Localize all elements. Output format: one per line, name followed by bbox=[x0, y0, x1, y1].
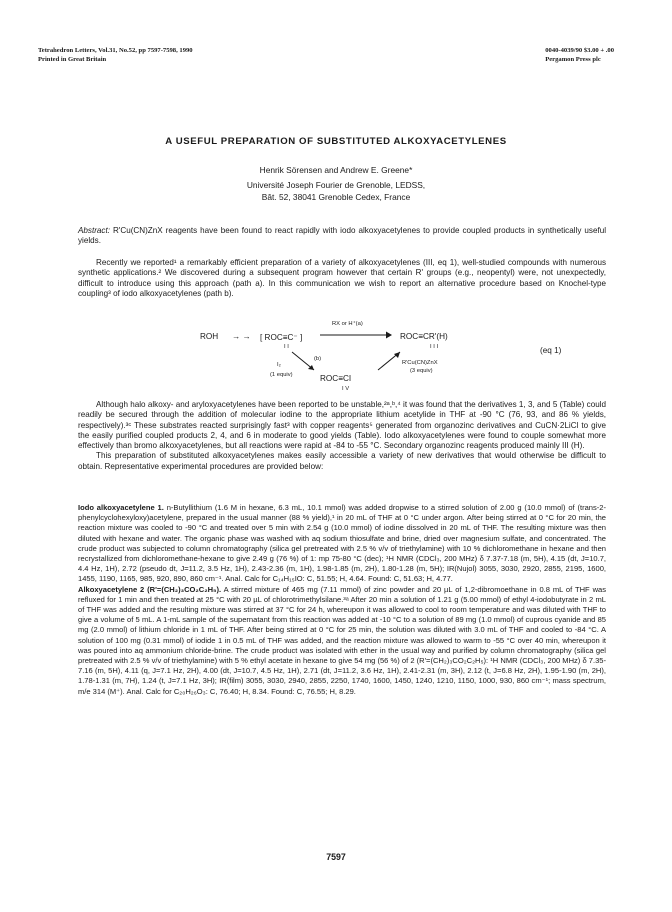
paragraph-2: Although halo alkoxy- and aryloxyacetylenes have been reported to be unstable,²ᵃ,ᵇ,⁴ it was found that the derivatives 1, 3, and 5 (Table) could readily be secured through the addition of molecular iodine to the appropriate lithium acetylide in THF at -90 °C (76, 93, and 86 % yields, respectively).³ᶜ These substrates reacted surprisingly fast³ with copper reagents⁵ generated from organozinc derivatives and CuCN·2LiCl to give the easily purified coupled products 2, 4, and 6 in moderate to good yields (Table). Iodo alkoxyacetylenes were found to couple somewhat more effectively than bromo alkoxyacetylenes, but all reactions were rapid at -84 to -55 °C. Secondary organozinc reagents produced mainly III (H). bbox=[78, 400, 606, 451]
scheme-path-b: (b) bbox=[314, 356, 322, 362]
equation-number: (eq 1) bbox=[540, 346, 562, 355]
scheme-numeral-iii: I I I bbox=[430, 344, 439, 350]
abstract bbox=[78, 226, 606, 247]
cuprate-arrow bbox=[376, 348, 404, 372]
affiliation-line-2: Bât. 52, 38041 Grenoble Cedex, France bbox=[261, 191, 411, 202]
scheme-iodoalkoxyacetylene: ROC≡CI bbox=[320, 374, 352, 383]
scheme-arrows: → → bbox=[232, 332, 251, 341]
reaction-scheme bbox=[180, 320, 600, 396]
scheme-lithium-acetylide: [ ROC≡C⁻ ] bbox=[260, 333, 303, 342]
scheme-roh: ROH bbox=[200, 332, 219, 341]
scheme-equiv-1: (1 equiv) bbox=[270, 372, 293, 378]
scheme-iodine: I₂ bbox=[277, 362, 281, 368]
journal-header-left bbox=[38, 46, 193, 64]
scheme-product: ROC≡CR'(H) bbox=[400, 332, 448, 341]
printed-in: Printed in Great Britain bbox=[38, 56, 107, 63]
experimental-1-text: n-Butyllithium (1.6 M in hexane, 6.3 mL, 10.1 mmol) was added dropwise to a stirred solution of 2.00 g (10.0 mmol) of (trans-2-phenylcyclohexyloxy)acetylene, prepared in the usual manner (88 % yield),¹ in 20 mL of THF at 0 °C under argon. After being stirred at 0 °C for 20 min, the reaction mixture was cooled to -90 °C and treated over 5 min with 2.54 g (10.0 mmol) of iodine dissolved in 20 mL of THF. The resulting mixture was then diluted with hexane and water. The organic phase was washed with aq sodium thiosulfate and brine, dried over magnesium sulfate, and concentrated. The crude product was subjected to column chromatography (silica gel pretreated with 2.5 % v/v of triethylamine) with 10 % dichloromethane in hexane and then recrystallized from dichloromethane-hexane to give 2.49 g (76 %) of 1: mp 75-80 °C (dec); ¹H NMR (CDCl₃, 200 MHz) δ 7.37-7.18 (m, 5H), 4.15 (dt, J=10.7, 4.4 Hz, 1H), 2.72 (pseudo dt, J=11.2, 3.5 Hz, 1H), 2.43-2.36 (m, 1H), 1.98-1.85 (m, 2H), 1.80-1.28 (m, 5H); IR(Nujol) 3055, 3030, 2920, 2855, 2195, 1600, 1455, 1190, 1165, 985, 920, 890, 860 cm⁻¹. Anal. Calc for C₁₄H₁₅IO: C, 51.55; H, 4.64. Found: C, 51.63; H, 4.77. bbox=[78, 503, 606, 584]
experimental-1-heading: Iodo alkoxyacetylene 1. bbox=[78, 503, 164, 512]
affiliation bbox=[0, 180, 672, 203]
scheme-numeral-iv: I V bbox=[342, 386, 350, 392]
paragraph-1: Recently we reported¹ a remarkably efficient preparation of a variety of alkoxyacetylenes (III, eq 1), well-studied compounds with numerous synthetic applications.² We discovered during a subsequent program however that certain R' groups (e.g., neopentyl) were, not unexpectedly, difficult to introduce using this approach (path a). In this communication we wish to report an alternative procedure based on Knochel-type coupling³ of iodo alkoxyacetylenes (path b). bbox=[78, 258, 606, 298]
intro-paragraph bbox=[78, 258, 606, 299]
discussion bbox=[78, 400, 606, 472]
experimental-2 bbox=[78, 585, 606, 697]
experimental-section bbox=[78, 503, 606, 697]
path-a-arrow bbox=[320, 330, 392, 340]
issn-price: 0040-4039/90 $3.00 + .00 bbox=[545, 47, 614, 54]
scheme-cuprate: R'Cu(CN)ZnX bbox=[402, 360, 438, 366]
abstract-label: Abstract: bbox=[78, 226, 110, 235]
scheme-equiv-3: (3 equiv) bbox=[410, 368, 433, 374]
paper-title: A USEFUL PREPARATION OF SUBSTITUTED ALKOXYACETYLENES bbox=[165, 136, 507, 147]
page-number: 7597 bbox=[326, 852, 346, 862]
experimental-2-text: A stirred mixture of 465 mg (7.11 mmol) of zinc powder and 20 µL of 1,2-dibromoethane in 0.8 mL of THF was refluxed for 1 min and then treated at 25 °C with 20 µL of chlorotrimethylsilane.³ᵃ After 20 min a solution of 1.21 g (5.00 mmol) of ethyl 4-iodobutyrate in 2 mL of THF was added and the resulting mixture was stirred at 37 °C for 24 h, whereupon it was allowed to cool to room temperature and was diluted with THF to give a volume of 5 mL. A 1-mL sample of the supernatant from this reaction was added at -10 °C to a solution of 89 mg (1.0 mmol) of cuprous cyanide and 85 mg (2.0 mmol) of lithium chloride in 1 mL of THF. After being stirred at 0 °C for 25 min, the solution was diluted with 3.0 mL of THF and cooled to -84 °C. A solution of 100 mg (0.31 mmol) of iodide 1 in 0.5 mL of THF was added, and the reaction mixture was allowed to warm to -55 °C over 40 min, whereupon it was poured into aq ammonium chloride-brine. The crude product was isolated with ether in the usual way and purified by column chromatography (silica gel pretreated with 2.5 % v/v of triethylamine) with 5 % ethyl acetate in hexane to give 54 mg (56 %) of 2 (R'=(CH₂)₃CO₂C₂H₅): ¹H NMR (CDCl₃, 200 MHz) δ 7.35-7.16 (m, 5H), 4.11 (q, J=7.1 Hz, 2H), 4.00 (dt, J=10.7, 4.5 Hz, 1H), 2.71 (dt, J=11.2, 3.6 Hz, 1H), 2.41-2.31 (m, 3H), 2.12 (t, J=6.8 Hz, 2H), 1.95-1.90 (m, 2H), 1.78-1.31 (m, 7H), 1.24 (t, J=7.1 Hz, 3H); IR(film) 3055, 3030, 2940, 2855, 2250, 1740, 1600, 1450, 1240, 1210, 1150, 1000, 930, 860 cm⁻¹; mass spectrum, m/e 314 (M⁺). Anal. Calc for C₂₀H₂₆O₃: C, 76.40; H, 8.34. Found: C, 76.55; H, 8.29. bbox=[78, 584, 606, 696]
scheme-numeral-ii: I I bbox=[284, 344, 289, 350]
experimental-1 bbox=[78, 503, 606, 585]
paragraph-3: This preparation of substituted alkoxyacetylenes makes easily accessible a variety of new derivatives that would otherwise be difficult to obtain. Representative experimental procedures are provided below: bbox=[78, 451, 606, 471]
path-b-arrow bbox=[290, 350, 320, 374]
experimental-2-heading: Alkoxyacetylene 2 (R'=(CH₂)₃CO₂C₂H₅). bbox=[78, 584, 222, 594]
publisher: Pergamon Press plc bbox=[545, 56, 601, 63]
journal-header-right bbox=[545, 46, 614, 64]
scheme-path-a-label: RX or H⁺(a) bbox=[332, 321, 363, 327]
abstract-text: R'Cu(CN)ZnX reagents have been found to react rapidly with iodo alkoxyacetylenes to provide coupled products in synthetically useful yields. bbox=[78, 226, 606, 246]
authors: Henrik Sörensen and Andrew E. Greene* bbox=[259, 165, 413, 175]
journal-citation: Tetrahedron Letters, Vol.31, No.52, pp 7597-7598, 1990 bbox=[38, 47, 193, 54]
affiliation-line-1: Université Joseph Fourier de Grenoble, LEDSS, bbox=[246, 180, 426, 190]
